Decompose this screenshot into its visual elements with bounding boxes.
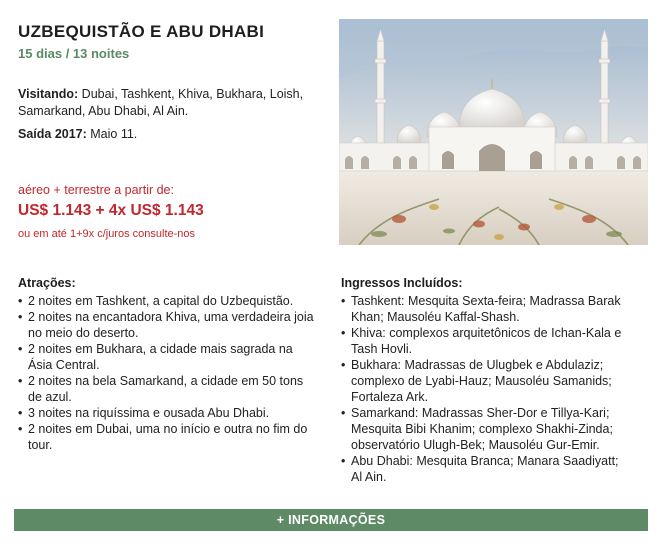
list-item: • Abu Dhabi: Mesquita Branca; Manara Saadiyatt; Al Ain. bbox=[341, 453, 626, 485]
list-item: • Bukhara: Madrassas de Ulugbek e Abdulaziz; complexo de Lyabi-Hauz; Mausoléu Samanids; Fortaleza Ark. bbox=[341, 357, 626, 405]
more-info-button[interactable]: + INFORMAÇÕES bbox=[14, 509, 648, 531]
visiting-value: Dubai, Tashkent, Khiva, Bukhara, Loish, Samarkand, Abu Dhabi, Al Ain. bbox=[18, 87, 304, 118]
trip-duration: 15 dias / 13 noites bbox=[18, 46, 130, 61]
price-intro: aéreo + terrestre a partir de: bbox=[18, 183, 174, 197]
price-note: ou em até 1+9x c/juros consulte-nos bbox=[18, 228, 196, 240]
list-item: • Khiva: complexos arquitetônicos de Ichan-Kala e Tash Hovli. bbox=[341, 325, 626, 357]
list-item: • 3 noites na riquíssima e ousada Abu Dhabi. bbox=[18, 405, 318, 421]
list-item: • 2 noites em Dubai, uma no início e outra no fim do tour. bbox=[18, 421, 318, 453]
departure-info bbox=[18, 126, 318, 143]
attractions-list bbox=[18, 293, 318, 453]
tickets-section bbox=[341, 275, 626, 485]
list-item: • 2 noites em Bukhara, a cidade mais sagrada na Ásia Central. bbox=[18, 341, 318, 373]
price-main: US$ 1.143 + 4x US$ 1.143 bbox=[18, 202, 204, 219]
visiting-label: Visitando: bbox=[18, 87, 79, 101]
mosque-photo bbox=[339, 19, 648, 245]
list-item: • Samarkand: Madrassas Sher-Dor e Tillya-Kari; Mesquita Bibi Khanim; complexo Shakhi-Zinda; observatório Ulugh-Bek; Mausoléu Gur-Emir. bbox=[341, 405, 626, 453]
tickets-list bbox=[341, 293, 626, 485]
list-item: • Tashkent: Mesquita Sexta-feira; Madrassa Barak Khan; Mausoléu Kaffal-Shash. bbox=[341, 293, 626, 325]
departure-value: Maio 11. bbox=[86, 127, 138, 141]
mosque-illustration bbox=[339, 19, 648, 245]
departure-label: Saída 2017: bbox=[18, 127, 87, 141]
visiting-info bbox=[18, 86, 318, 120]
attractions-heading: Atrações: bbox=[18, 276, 76, 290]
page-title: UZBEQUISTÃO E ABU DHABI bbox=[18, 22, 265, 41]
list-item: • 2 noites na bela Samarkand, a cidade em 50 tons de azul. bbox=[18, 373, 318, 405]
list-item: • 2 noites em Tashkent, a capital do Uzbequistão. bbox=[18, 293, 318, 309]
tickets-heading: Ingressos Incluídos: bbox=[341, 276, 463, 290]
list-item: • 2 noites na encantadora Khiva, uma verdadeira joia no meio do deserto. bbox=[18, 309, 318, 341]
attractions-section bbox=[18, 275, 318, 453]
